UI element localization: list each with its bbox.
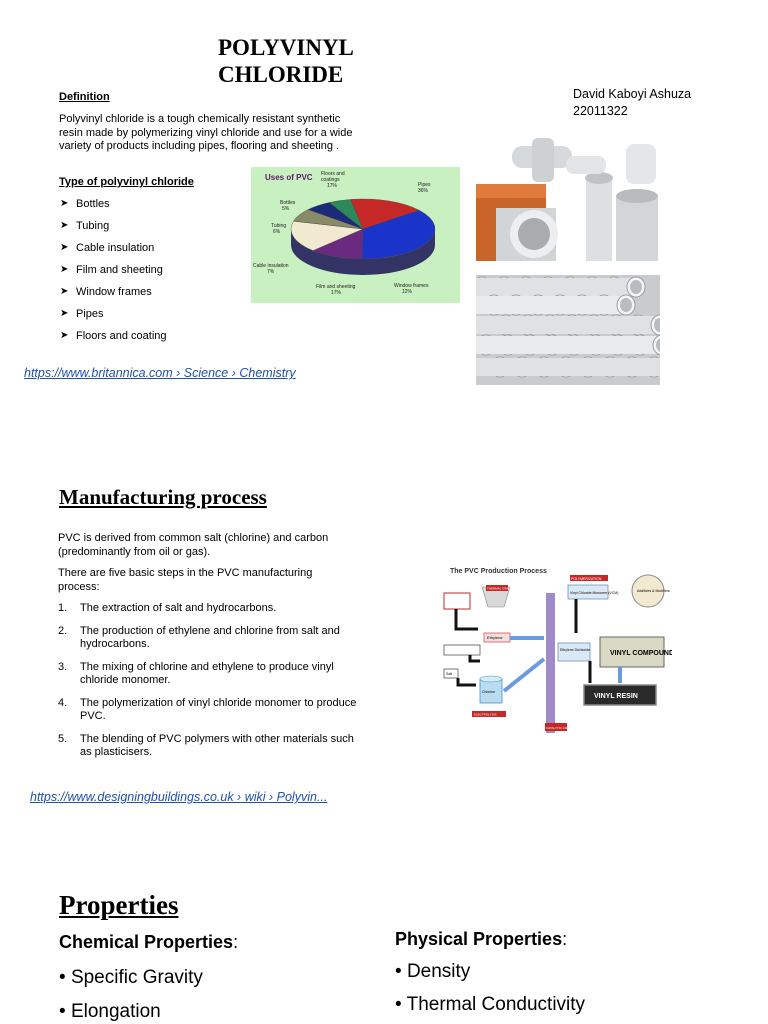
properties-heading: Properties bbox=[59, 890, 179, 920]
diagram-title: The PVC Production Process bbox=[450, 568, 547, 575]
vcm-label: Vinyl Chloride Monomer (VCM) bbox=[570, 591, 619, 595]
list-item: 5. The blending of PVC polymers with other materials such as plasticisers. bbox=[58, 732, 354, 758]
physical-properties-heading: Physical Properties: bbox=[395, 929, 568, 949]
thermal-label: THERMAL CRACKING bbox=[487, 586, 518, 591]
britannica-link[interactable]: https://www.britannica.com › Science › Chemistry bbox=[24, 366, 296, 380]
slice-label-tubing: Tubing 6% bbox=[271, 223, 287, 235]
designingbuildings-link[interactable]: https://www.designingbuildings.co.uk › wiki › Polyvin... bbox=[30, 790, 328, 804]
arrow-bullet-icon: ➤ bbox=[60, 198, 69, 209]
edc-box bbox=[558, 643, 590, 661]
author-name: David Kaboyi Ashuza bbox=[573, 87, 692, 101]
list-item: 1. The extraction of salt and hydrocarbons. bbox=[58, 602, 277, 614]
chemical-item: Elongation bbox=[70, 1001, 161, 1022]
list-item bbox=[60, 284, 167, 306]
page-title bbox=[218, 34, 354, 88]
physical-heading-text: Physical Properties bbox=[395, 929, 563, 949]
list-item-label: Cable insulation bbox=[76, 242, 155, 254]
slice-label-bottles: Bottles 5% bbox=[280, 200, 296, 212]
pvc-production-diagram bbox=[440, 563, 672, 743]
chemical-properties-heading: Chemical Properties: bbox=[59, 932, 239, 952]
pvc-uses-chart bbox=[251, 167, 460, 303]
manufacturing-intro: PVC is derived from common salt (chlorine) and carbon (predominantly from oil or gas). bbox=[58, 532, 329, 558]
manufacturing-heading: Manufacturing process bbox=[59, 485, 267, 509]
additives-label: Additives & Modifiers bbox=[637, 589, 670, 593]
types-list bbox=[60, 196, 167, 350]
list-item: 2. The production of ethylene and chlorine from salt and hydrocarbons. bbox=[58, 624, 340, 650]
title-line-2: CHLORIDE bbox=[218, 62, 344, 87]
list-item: • Density bbox=[395, 961, 471, 982]
ethylene-column bbox=[546, 593, 555, 733]
arrow-bullet-icon: ➤ bbox=[60, 264, 69, 275]
list-item-label: Floors and coating bbox=[76, 330, 167, 342]
vinyl-resin-label: VINYL RESIN bbox=[594, 693, 638, 700]
electrolysis-label: ELECTROLYSIS bbox=[474, 712, 497, 717]
chemical-item: Specific Gravity bbox=[70, 967, 203, 988]
slice-label-film: Film and sheeting 17% bbox=[316, 284, 356, 296]
step-text: The extraction of salt and hydrocarbons. bbox=[80, 602, 277, 614]
list-item bbox=[60, 328, 167, 350]
list-item bbox=[60, 218, 167, 240]
hydrocarbon-box bbox=[444, 593, 470, 609]
slice-label-pipes: Pipes 36% bbox=[418, 182, 431, 194]
pie-slices bbox=[291, 199, 435, 259]
manufacturing-steps-intro: There are five basic steps in the PVC manufacturing process: bbox=[58, 567, 313, 593]
list-item bbox=[60, 196, 167, 218]
list-item-label: Tubing bbox=[76, 220, 110, 232]
pvc-fittings-photo bbox=[476, 136, 660, 261]
physical-item: Thermal Conductivity bbox=[406, 994, 586, 1015]
step-text: The blending of PVC polymers with other materials such as plasticisers. bbox=[80, 732, 354, 758]
list-item bbox=[60, 262, 167, 284]
chart-title: Uses of PVC bbox=[265, 173, 313, 182]
list-item bbox=[60, 240, 167, 262]
definition-text: Polyvinyl chloride is a tough chemically resistant synthetic resin made by polymerizing vinyl chloride and use for a wide variety of products including pipes, flooring and sheeting . bbox=[59, 113, 353, 152]
list-item-label: Window frames bbox=[76, 286, 152, 298]
ethylene-label: Ethylene bbox=[487, 635, 503, 640]
arrow-bullet-icon: ➤ bbox=[60, 286, 69, 297]
salt-source-box bbox=[444, 645, 480, 655]
arrow-bullet-icon: ➤ bbox=[60, 330, 69, 341]
polymerization-label: POLYMERIZATION bbox=[571, 577, 602, 581]
types-heading: Type of polyvinyl chloride bbox=[59, 176, 194, 188]
list-item: • Elongation bbox=[59, 1001, 161, 1022]
arrow-bullet-icon: ➤ bbox=[60, 242, 69, 253]
chlorine-label: Chlorine bbox=[482, 690, 496, 694]
salt-label: Salt bbox=[446, 672, 453, 676]
slice-label-floors: Floors and coatings 17% bbox=[321, 171, 345, 189]
title-line-1: POLYVINYL bbox=[218, 35, 354, 60]
list-item-label: Bottles bbox=[76, 198, 110, 210]
pie-chart-svg bbox=[251, 167, 460, 303]
manufacturing-steps bbox=[58, 602, 358, 769]
list-item-label: Film and sheeting bbox=[76, 264, 163, 276]
catalytic-label: CATALYTIC CRACKING bbox=[546, 726, 579, 730]
edc-label: Ethylene Dichloride bbox=[560, 648, 591, 652]
slice-label-cable: Cable insulation 7% bbox=[253, 263, 289, 275]
slice-label-window: Window frames 12% bbox=[394, 283, 429, 295]
pvc-pipes-photo bbox=[476, 275, 660, 385]
list-item: 3. The mixing of chlorine and ethylene to produce vinyl chloride monomer. bbox=[58, 660, 334, 686]
step-text: The polymerization of vinyl chloride monomer to produce PVC. bbox=[80, 696, 357, 722]
physical-item: Density bbox=[406, 961, 471, 982]
arrow-bullet-icon: ➤ bbox=[60, 220, 69, 231]
author-id: 22011322 bbox=[573, 104, 628, 118]
list-item-label: Pipes bbox=[76, 308, 104, 320]
definition-heading: Definition bbox=[59, 91, 110, 103]
list-item: 4. The polymerization of vinyl chloride monomer to produce PVC. bbox=[58, 696, 357, 722]
list-item: • Thermal Conductivity bbox=[395, 994, 586, 1015]
arrow-bullet-icon: ➤ bbox=[60, 308, 69, 319]
step-text: The production of ethylene and chlorine from salt and hydrocarbons. bbox=[80, 624, 340, 650]
step-text: The mixing of chlorine and ethylene to produce vinyl chloride monomer. bbox=[80, 660, 334, 686]
list-item: • Specific Gravity bbox=[59, 967, 203, 988]
chemical-heading-text: Chemical Properties bbox=[59, 932, 234, 952]
author-block bbox=[573, 86, 691, 120]
vinyl-compound-label: VINYL COMPOUND bbox=[610, 650, 672, 657]
list-item bbox=[60, 306, 167, 328]
